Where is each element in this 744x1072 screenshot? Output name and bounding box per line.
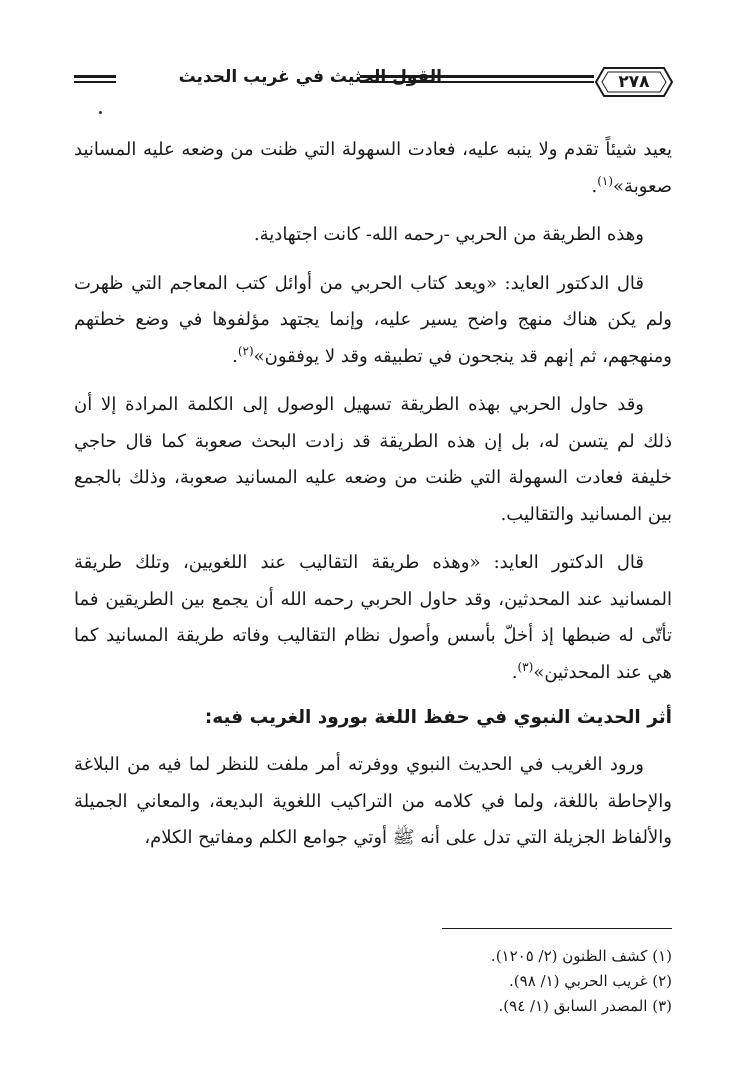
decorative-dot [99,111,102,114]
footnote-ref[interactable]: (٣) [517,659,534,674]
page-header [74,66,674,106]
paragraph-text: قال الدكتور العايد: «ويعد كتاب الحربي من أوائل كتب المعاجم التي ظهرت ولم يكن هناك منهج واضح يسير عليه، وإنما يجتهد مؤلفوها في وضع خطتهم ومنهجهم، ثم إنهم قد ينجحون في تطبيقه وقد لا يوفقون» [74,272,672,367]
paragraph-tail: . [511,661,518,683]
page-number: ٢٧٨ [618,72,650,92]
paragraph-5 [74,545,672,691]
footnote-separator [442,928,672,929]
footnote-ref[interactable]: (١) [597,173,614,188]
main-text [74,132,672,869]
paragraph-6 [74,747,672,857]
page-number-frame [594,66,674,98]
paragraph-4 [74,387,672,533]
running-title: القول الحثيث في غريب الحديث [178,67,442,87]
footnote-3: (٣) المصدر السابق (١/ ٩٤). [498,997,672,1015]
paragraph-tail: . [232,345,238,367]
header-rule-middle [360,75,594,83]
section-heading: أثر الحديث النبوي في حفظ اللغة بورود الغريب فيه: [204,707,672,728]
footnote-2: (٢) غريب الحربي (١/ ٩٨). [509,972,672,990]
footnote-ref[interactable]: (٢) [237,343,254,358]
footnote-1: (١) كشف الظنون (٢/ ١٢٠٥). [490,947,672,965]
paragraph-text: يعيد شيئاً تقدم ولا ينبه عليه، فعادت السهولة التي ظنت من وضعه عليه المسانيد صعوبة» [74,139,672,197]
paragraph-text: وقد حاول الحربي بهذه الطريقة تسهيل الوصول إلى الكلمة المرادة إلا أن ذلك لم يتسن له، بل إن هذه الطريقة قد زادت البحث صعوبة كما قال حاجي خليفة فعادت السهولة التي ظنت من وضعه عليه المسانيد صعوبة، وذلك بالجمع بين المسانيد والتقاليب. [74,394,672,525]
paragraph-3 [74,266,672,376]
paragraph-text: وهذه الطريقة من الحربي -رحمه الله- كانت اجتهادية. [253,224,644,245]
paragraph-text: قال الدكتور العايد: «وهذه طريقة التقاليب عند اللغويين، وتلك طريقة المسانيد عند المحدثين، وقد حاول الحربي رحمه الله أن يجمع بين الطريقين فما تأتّى له ضبطها إذ أخلّ بأسس وأصول نظام التقاليب وفاته طريقة المسانيد كما هي عند المحدثين» [74,552,672,683]
paragraph-tail: . [591,175,598,197]
paragraph-2 [74,217,672,254]
paragraph-1 [74,132,672,205]
header-rule-left [74,75,116,83]
footnotes [300,944,672,1019]
paragraph-text: ورود الغريب في الحديث النبوي ووفرته أمر ملفت للنظر لما فيه من البلاغة والإحاطة باللغة، ولما في كلامه من التراكيب اللغوية البديعة، والمعاني الجميلة والألفاظ الجزيلة التي تدل على أنه ﷺ أوتي جوامع الكلم ومفاتيح الكلام، [74,754,672,848]
